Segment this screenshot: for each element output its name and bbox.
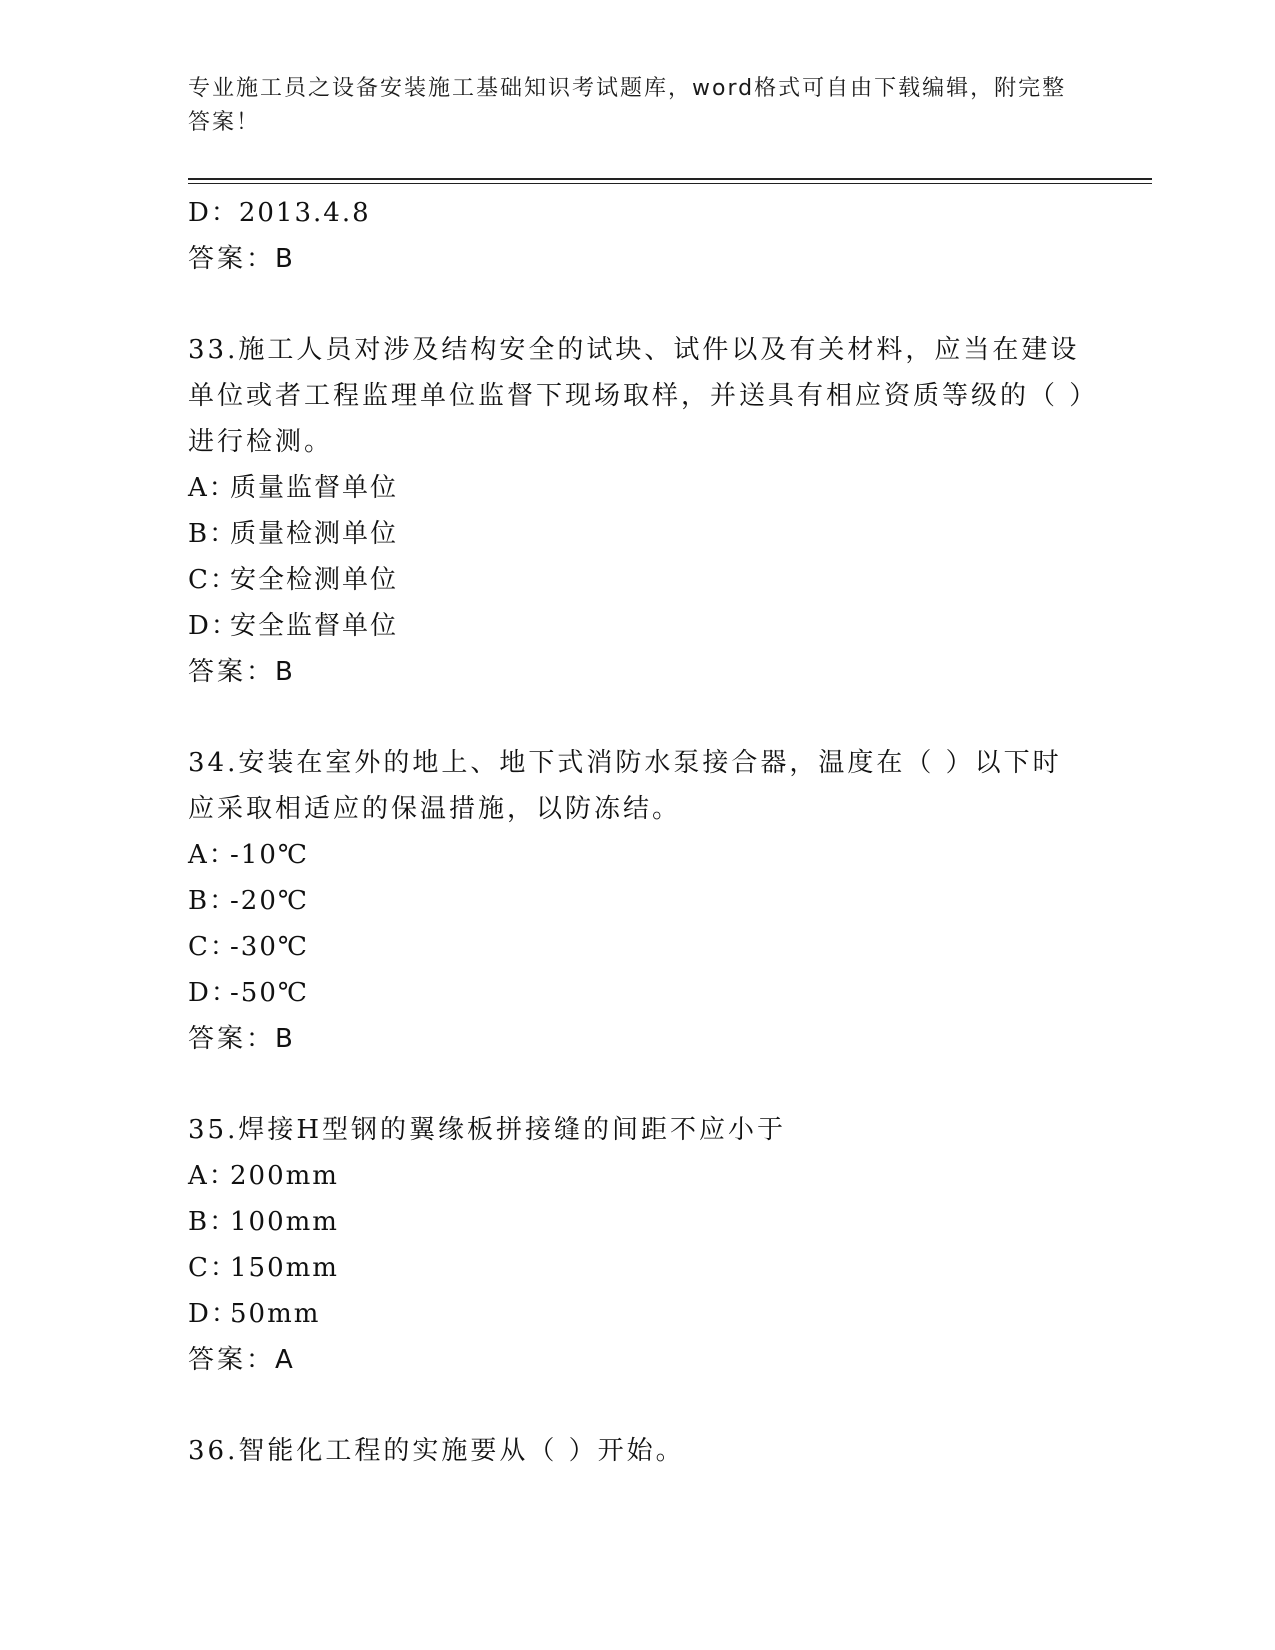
option-d [188,970,1088,1016]
option-a [188,465,1088,511]
document-body [188,190,1088,1474]
option-c [188,924,1088,970]
question-text: 34.安装在室外的地上、地下式消防水泵接合器，温度在（ ）以下时应采取相适应的保温措施，以防冻结。 [188,748,1062,824]
option-text: 安全检测单位 [230,565,399,595]
option-key: A： [188,840,237,870]
question-text: 36.智能化工程的实施要从（ ）开始。 [188,1436,685,1466]
option-d [188,1291,1088,1337]
option-text: 150mm [230,1253,339,1283]
option-c [188,1245,1088,1291]
question-text: 35.焊接H型钢的翼缘板拼接缝的间距不应小于 [188,1115,787,1145]
option-key: D： [188,1299,239,1329]
header-divider-thin [188,183,1152,184]
option-text: -50℃ [230,978,309,1008]
question-block [188,327,1088,695]
option-c [188,557,1088,603]
page-header: 专业施工员之设备安装施工基础知识考试题库，word格式可自由下载编辑，附完整答案！ [188,76,1067,135]
option-text: -10℃ [230,840,309,870]
option-key: C： [188,1253,238,1283]
option-b [188,1199,1088,1245]
option-b [188,511,1088,557]
question-block [188,740,1088,1062]
carryover-option-d: D：2013.4.8 [188,198,371,228]
option-key: B： [188,519,238,549]
option-key: A： [188,473,237,503]
option-text: 安全监督单位 [230,611,399,641]
option-text: 100mm [230,1207,339,1237]
option-key: C： [188,565,238,595]
option-text: -30℃ [230,932,309,962]
option-d [188,603,1088,649]
option-text: -20℃ [230,886,309,916]
option-text: 质量监督单位 [230,473,399,503]
option-key: A： [188,1161,237,1191]
option-a [188,832,1088,878]
carryover-answer: 答案：B [188,244,296,274]
question-block [188,1107,1088,1383]
question-block [188,1428,1088,1474]
option-key: C： [188,932,238,962]
option-key: B： [188,1207,238,1237]
answer-line: 答案：A [188,1345,296,1375]
question-text: 33.施工人员对涉及结构安全的试块、试件以及有关材料，应当在建设单位或者工程监理单位监督下现场取样，并送具有相应资质等级的（ ）进行检测。 [188,335,1086,457]
option-text: 50mm [230,1299,321,1329]
answer-line: 答案：B [188,657,296,687]
option-text: 200mm [230,1161,339,1191]
answer-line: 答案：B [188,1024,296,1054]
option-a [188,1153,1088,1199]
option-key: B： [188,886,238,916]
option-key: D： [188,978,239,1008]
header-divider-thick [188,178,1152,180]
option-key: D： [188,611,239,641]
option-text: 质量检测单位 [230,519,399,549]
option-b [188,878,1088,924]
